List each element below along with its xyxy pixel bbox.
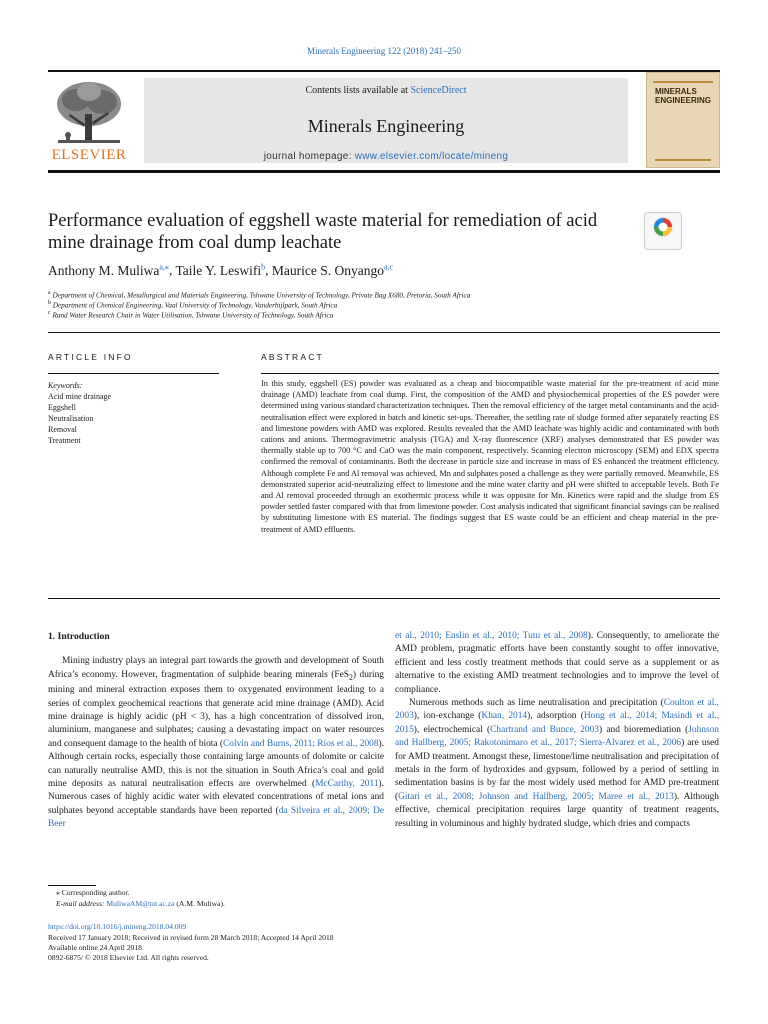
author-name: Anthony M. Muliwa (48, 262, 160, 278)
keywords-label: Keywords: (48, 381, 83, 390)
article-title: Performance evaluation of eggshell waste material for remediation of acid mine drainage from coal dump leachate (48, 211, 598, 253)
citation-link[interactable]: Chartrand and Bunce, 2003 (490, 724, 599, 735)
intro-paragraph-1-continued (395, 630, 719, 697)
journal-cover-thumbnail[interactable] (646, 72, 720, 168)
affiliation (48, 300, 337, 309)
footnote-rule (48, 885, 96, 886)
citation-link[interactable]: Coulton et al., 2003 (395, 698, 720, 722)
text-run: ). Although certain rocks, especially those containing large amounts of dolomite or calcite can naturally neutralise AMD, this is not the situation in South Africa’s coal and gold mine deposits as natural neutralisation effects are overwhelmed ( (48, 738, 384, 789)
text-run: ). Numerous cases of highly acidic water with elevated concentrations of metal ions and sulphates beyond acceptable standards have been reported ( (48, 778, 384, 816)
cover-bar (653, 81, 713, 83)
keyword: Neutralisation (48, 414, 94, 423)
author[interactable] (272, 263, 393, 278)
affiliation-sup: b (48, 300, 51, 306)
text-run: ) are used for AMD treatment. Amongst these, limestone/lime neutralisation and precipitation of metals in the form of hydroxides and gypsum, followed by a period of settling in sedimentation basins is by far the most widely used method for AMD pre-treatment ( (395, 738, 719, 802)
intro-paragraph-1 (48, 655, 384, 831)
elsevier-wordmark: ELSEVIER (51, 147, 127, 163)
subscript: 2 (348, 672, 353, 682)
abstract-rule (261, 373, 719, 374)
keyword: Eggshell (48, 403, 76, 412)
text-run: Mining industry plays an integral part towards the growth and development of South Africa’s economy. However, fragmentation of sulphide bearing minerals (FeS (48, 656, 384, 680)
corresponding-author-note: ⁎ Corresponding author. (56, 888, 130, 897)
journal-masthead (48, 70, 720, 174)
citation-link[interactable]: Gitari et al., 2008; Johnson and Hallberg, 2005; Maree et al., 2013 (398, 791, 674, 802)
homepage-prefix: journal homepage: (263, 151, 355, 162)
citation-link[interactable]: Colvin and Burns, 2011; Ríos et al., 2008 (223, 738, 379, 749)
received-dates: Received 17 January 2018; Received in revised form 28 March 2018; Accepted 14 April 2018 (48, 933, 334, 942)
body-column-right (395, 630, 719, 831)
author-affil-sup[interactable]: a,⁎ (159, 262, 169, 271)
author[interactable] (175, 263, 265, 278)
affiliation (48, 310, 333, 319)
cover-title (655, 87, 711, 105)
affiliation-text: Department of Chemical, Metallurgical and Materials Engineering, Tshwane University of Technology, Private Bag X680, Pretoria, South Africa (52, 291, 471, 300)
affiliation-sup: c (48, 310, 51, 316)
email-note (56, 899, 225, 909)
check-for-updates-badge[interactable] (644, 212, 682, 250)
affiliation-text: Department of Chemical Engineering, Vaal University of Technology, Vanderbijlpark, South Africa (52, 301, 338, 310)
affiliation-sup: a (48, 290, 51, 296)
keyword: Removal (48, 425, 77, 434)
running-head[interactable]: Minerals Engineering 122 (2018) 241–250 (307, 46, 461, 56)
abstract-heading: ABSTRACT (261, 352, 324, 362)
author-separator: , (168, 262, 176, 278)
cover-footer-bar (655, 159, 711, 161)
cover-title-line2: ENGINEERING (655, 96, 712, 105)
journal-info-box (144, 78, 628, 163)
homepage-link[interactable]: www.elsevier.com/locate/mineng (354, 151, 509, 162)
contents-prefix: Contents lists available at (305, 85, 411, 96)
journal-title: Minerals Engineering (307, 116, 465, 136)
affiliation-text: Rand Water Research Chair in Water Utilisation, Tshwane University of Technology, South Africa (52, 311, 334, 320)
abstract-text: In this study, eggshell (ES) powder was evaluated as a cheap and biocompatible waste material for the pre-treatment of acid mine drainage (AMD) leachate from coal dump. First, the composition of the AMD and physiochemical properties of the ES powder were determined using various standard characterization techniques. Then the removal efficiency of the target metal contaminants and the acid-neutralisation effect were explored in batch and kinetic set-ups. Thereafter, the settling rate of sludge formed after separately reacting ES and limestone powders with AMD was explored. Results revealed that the AMD leachate was highly acidic and contaminated with both cations and anions. Thermogravimetric analysis (TGA) and X-ray fluorescence (XRF) analyses demonstrated that ES powder was thermally stable up to 700 °C and CaO was the main component, respectively. Scanning electron microscopy (SEM) and EDX spectra confirmed the removal of contaminants. Both the decrease in particle size and increase in mass of ES enhanced the treatment efficiency. Although complete Fe and Al removal was achieved, Mn and sulphates posed a challenge as they were partially removed. Meanwhile, ES demonstrated superior acid-neutralizing effect to limestone and the mine water clarity and pH were shifted to acceptable levels. Both Fe and Al removal proceeded through an exothermic process while it was opposite for Mn. Kinetics were rapid and the sludge from ES powder settled faster compared with that from limestone powder. Cost analysis indicated that significant financial savings can be realised by substituting limestone with ES material. The findings suggest that ES waste could be an efficient and cheap material in the pre-treatment of AMD effluents. (261, 379, 719, 534)
contents-availability (144, 85, 628, 96)
masthead-top-rule (48, 70, 720, 72)
text-run: ). Consequently, to ameliorate the AMD problem, pragmatic efforts have been constantly sought to offer innovative, efficient and less costly treatment methods that could serve as a supplement or as alternative to the existing AMD treatment technologies and to improve the level of compliance. (395, 631, 719, 695)
citation-link[interactable]: et al., 2010; Enslin et al., 2010; Tutu et al., 2008 (395, 631, 588, 641)
text-run: ), ion-exchange ( (413, 711, 482, 722)
email-link[interactable]: MuliwaAM@tut.ac.za (106, 899, 175, 908)
affiliation (48, 290, 470, 299)
author-separator: , (265, 262, 272, 278)
copyright: 0892-6875/ © 2018 Elsevier Ltd. All rights reserved. (48, 953, 209, 962)
text-run: ), electrochemical ( (413, 724, 491, 735)
citation-link[interactable]: Hong et al., 2014; Masindi et al., 2015 (395, 711, 720, 735)
sciencedirect-link[interactable]: ScienceDirect (410, 85, 467, 96)
available-online: Available online 24 April 2018 (48, 943, 142, 952)
author-list (48, 262, 393, 279)
author-name: Taile Y. Leswifi (175, 262, 262, 278)
author-name: Maurice S. Onyango (271, 262, 384, 278)
section-heading: 1. Introduction (48, 631, 110, 642)
intro-paragraph-2 (395, 697, 719, 831)
citation-link[interactable]: McCarthy, 2011 (315, 778, 379, 789)
masthead-bottom-rule (48, 170, 720, 173)
citation-link[interactable]: Khan, 2014 (481, 711, 528, 722)
text-run: ) during mining and mineral extraction exposes them to oxygenated environment leading to a series of complex geochemical reactions that generate acid mine drainage (AMD). Acid mine drainage is highly acidic (pH < 3), has a high concentration of dissolved iron, aluminium, manganese and sulphates; causing a devastating impact on water resources and consequent damage to the health of biota ( (48, 669, 384, 749)
text-run: ) and bioremediation ( (598, 724, 689, 735)
text-run: Numerous methods such as lime neutralisation and precipitation ( (409, 698, 664, 709)
article-info-rule (48, 373, 219, 374)
email-suffix: (A.M. Muliwa). (174, 899, 225, 908)
email-label: E-mail address: (56, 899, 107, 908)
cover-title-line1: MINERALS (655, 87, 697, 96)
text-run: ), adsorption ( (527, 711, 584, 722)
keywords-block (48, 380, 111, 446)
body-column-left (48, 630, 384, 832)
citation-link[interactable]: da Silveira et al., 2009; De Beer (48, 805, 385, 830)
article-info-heading: ARTICLE INFO (48, 352, 133, 362)
author-affil-sup[interactable]: a,c (383, 262, 394, 271)
check-for-updates-icon (644, 212, 682, 250)
doi-link[interactable]: https://doi.org/10.1016/j.mineng.2018.04.009 (48, 922, 187, 931)
text-run: ). Although effective, chemical precipitation requires large quantity of treatment reagents, resulting in voluminous and highly hydrated sludge, which dries and compacts (395, 791, 719, 829)
journal-homepage (144, 151, 628, 162)
keyword: Acid mine drainage (48, 392, 112, 401)
author[interactable] (48, 263, 169, 278)
header-divider (48, 332, 720, 333)
citation-link[interactable]: Johnson and Hallberg, 2005; Rakotonimaro et al., 2017; Sierra-Alvarez et al., 2006 (395, 724, 719, 749)
author-affil-sup[interactable]: b (261, 262, 266, 271)
abstract-divider (48, 598, 720, 599)
keyword: Treatment (48, 436, 81, 445)
